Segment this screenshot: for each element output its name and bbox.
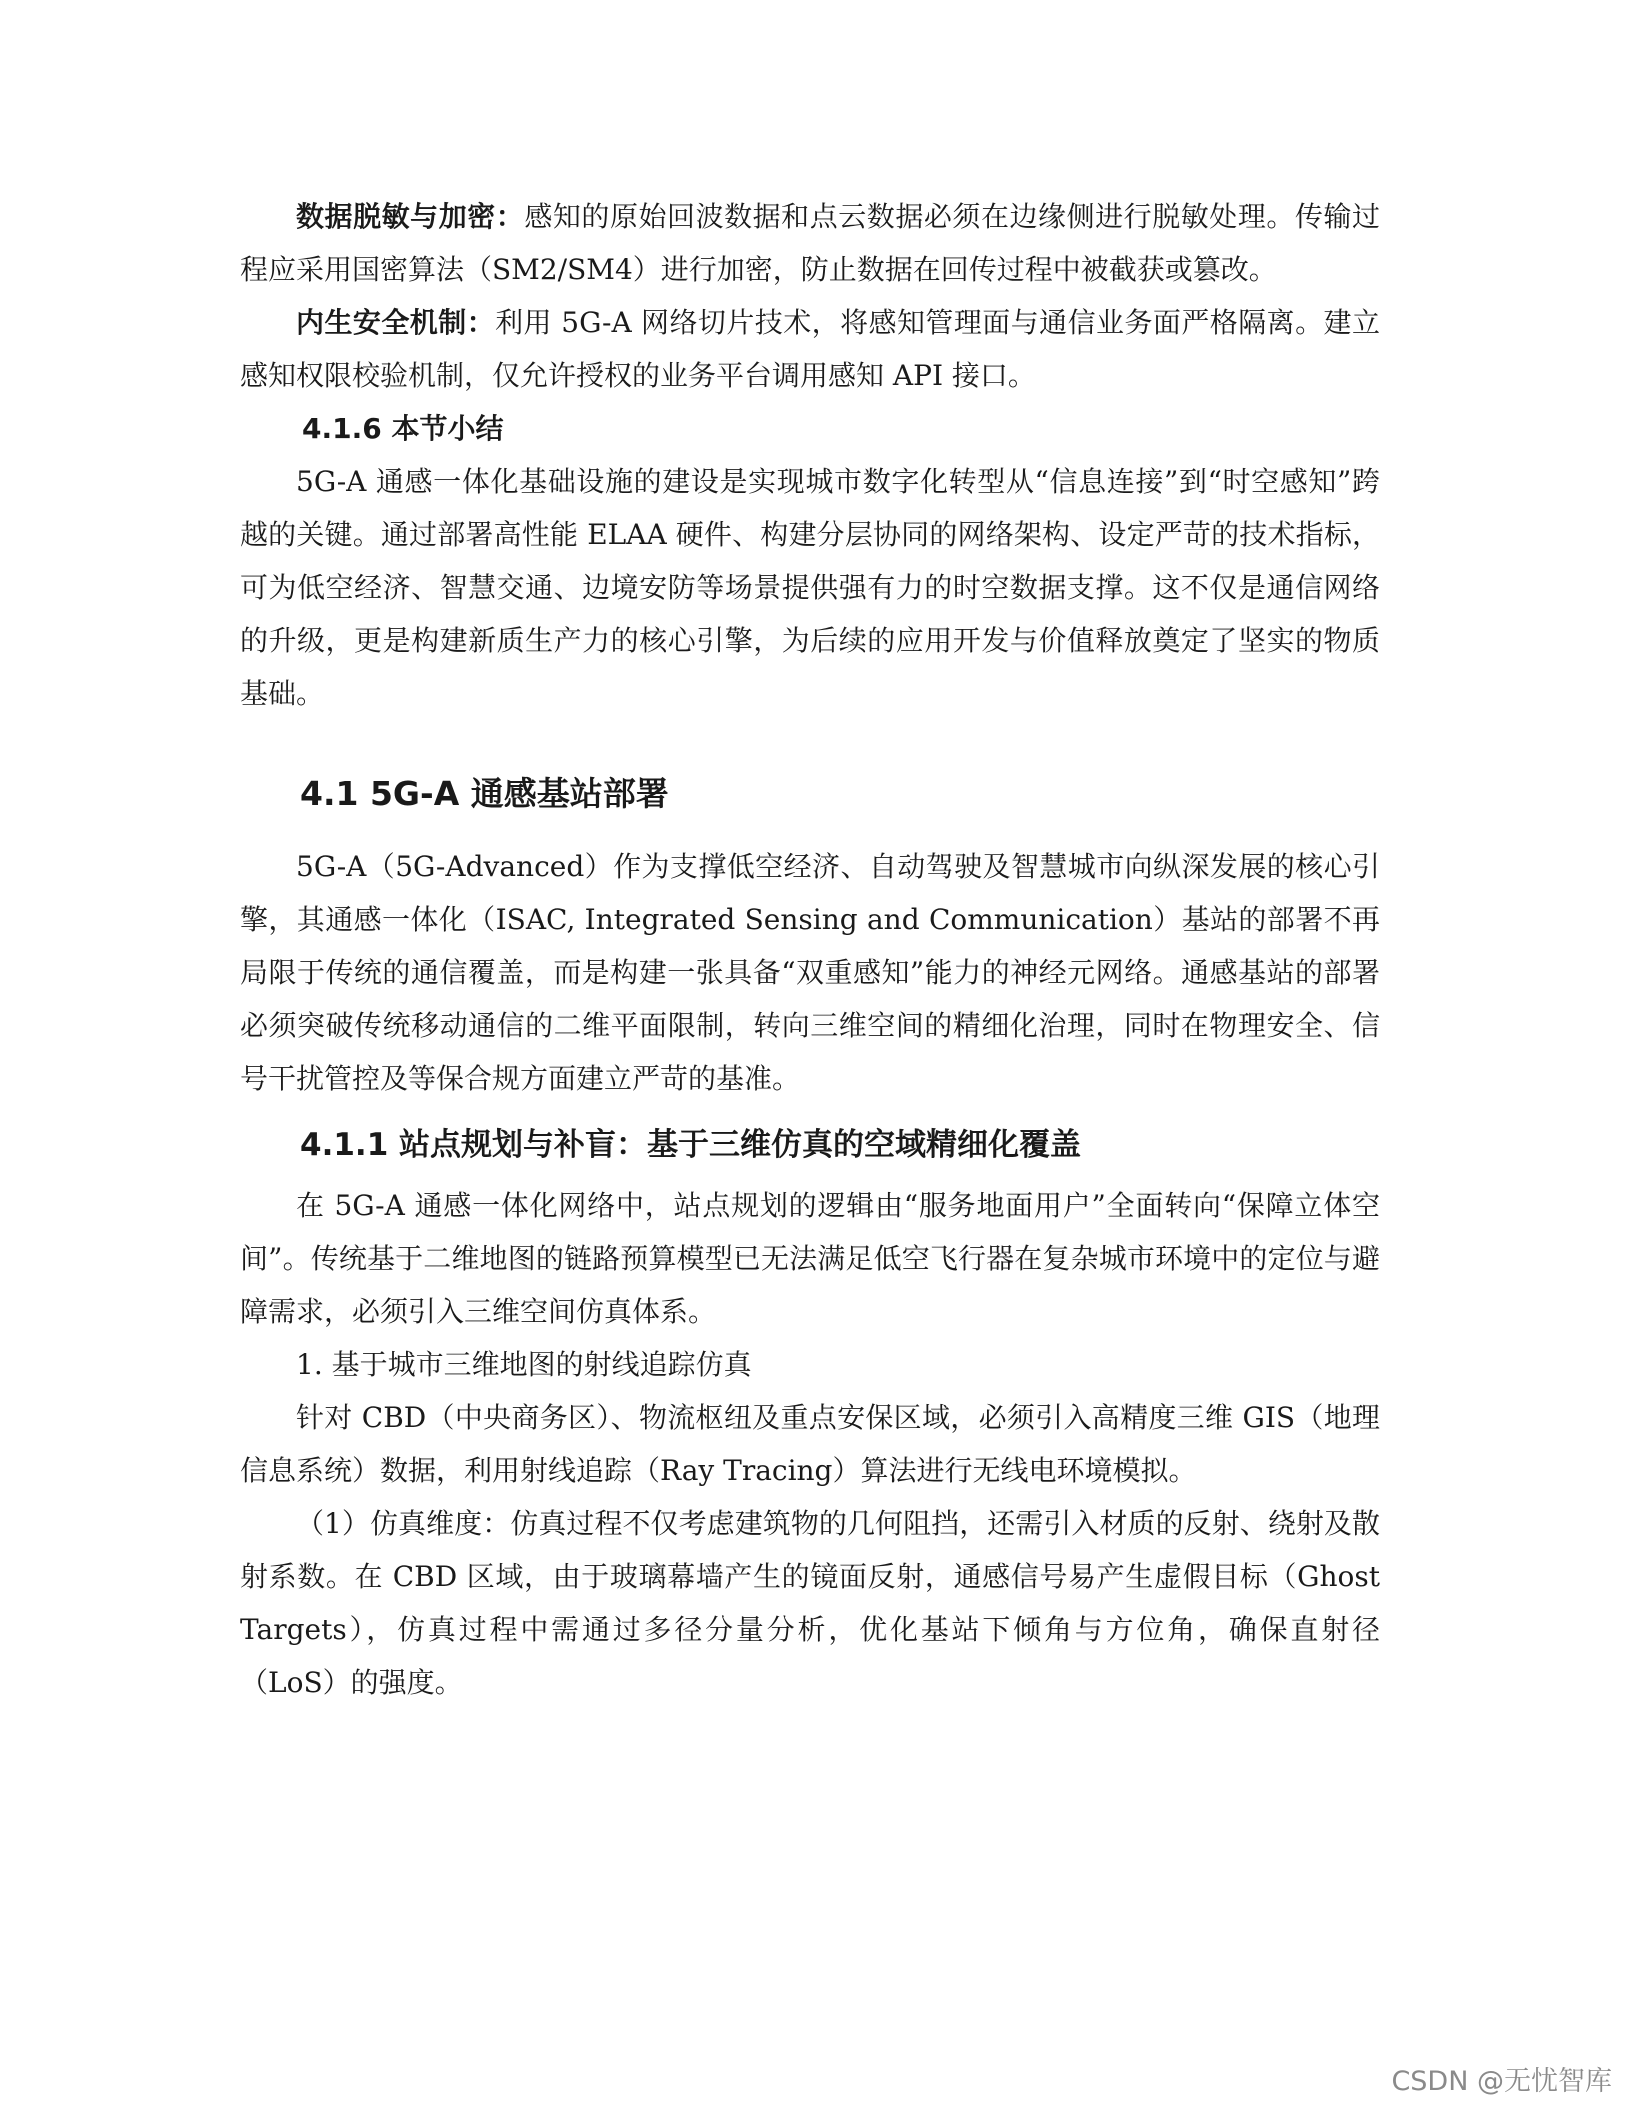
- paragraph-dimension: （1）仿真维度：仿真过程不仅考虑建筑物的几何阻挡，还需引入材质的反射、绕射及散射系数。在 CBD 区域，由于玻璃幕墙产生的镜面反射，通感信号易产生虚假目标（Ghost Targets），仿真过程中需通过多径分量分析，优化基站下倾角与方位角，确保直射径（LoS）的强度。: [240, 1507, 1380, 1699]
- heading-site-planning: 4.1.1 站点规划与补盲：基于三维仿真的空域精细化覆盖: [300, 1127, 1082, 1163]
- text-desensitize: 感知的原始回波数据和点云数据必须在边缘侧进行脱敏处理。传输过程应采用国密算法（SM2/SM4）进行加密，防止数据在回传过程中被截获或篡改。: [240, 200, 1380, 286]
- paragraph-planning: 在 5G-A 通感一体化网络中，站点规划的逻辑由“服务地面用户”全面转向“保障立体空间”。传统基于二维地图的链路预算模型已无法满足低空飞行器在复杂城市环境中的定位与避障需求，必须引入三维空间仿真体系。: [240, 1189, 1380, 1328]
- document-page: [240, 190, 1380, 1709]
- text-endogenous: 利用 5G-A 网络切片技术，将感知管理面与通信业务面严格隔离。建立感知权限校验机制，仅允许授权的业务平台调用感知 API 接口。: [240, 306, 1380, 392]
- paragraph-summary: 5G-A 通感一体化基础设施的建设是实现城市数字化转型从“信息连接”到“时空感知”跨越的关键。通过部署高性能 ELAA 硬件、构建分层协同的网络架构、设定严苛的技术指标，可为低空经济、智慧交通、边境安防等场景提供强有力的时空数据支撑。这不仅是通信网络的升级，更是构建新质生产力的核心引擎，为后续的应用开发与价值释放奠定了坚实的物质基础。: [240, 465, 1380, 710]
- heading-section-summary: 4.1.6 本节小结: [302, 412, 504, 445]
- lead-endogenous: 内生安全机制：: [296, 306, 496, 339]
- list-item-ray-tracing: 1. 基于城市三维地图的射线追踪仿真: [296, 1348, 752, 1381]
- paragraph-intro: 5G-A（5G-Advanced）作为支撑低空经济、自动驾驶及智慧城市向纵深发展的核心引擎，其通感一体化（ISAC, Integrated Sensing and Communication）基站的部署不再局限于传统的通信覆盖，而是构建一张具备“双重感知”能力的神经元网络。通感基站的部署必须突破传统移动通信的二维平面限制，转向三维空间的精细化治理，同时在物理安全、信号干扰管控及等保合规方面建立严苛的基准。: [240, 850, 1380, 1095]
- paragraph-endogenous: [240, 296, 1380, 402]
- lead-desensitize: 数据脱敏与加密：: [296, 200, 525, 233]
- paragraph-raytrace: 针对 CBD（中央商务区）、物流枢纽及重点安保区域，必须引入高精度三维 GIS（地理信息系统）数据，利用射线追踪（Ray Tracing）算法进行无线电环境模拟。: [240, 1401, 1380, 1487]
- heading-base-station-deployment: 4.1 5G-A 通感基站部署: [300, 774, 669, 813]
- paragraph-desensitize: [240, 190, 1380, 296]
- csdn-watermark: CSDN @无忧智库: [1391, 2066, 1612, 2097]
